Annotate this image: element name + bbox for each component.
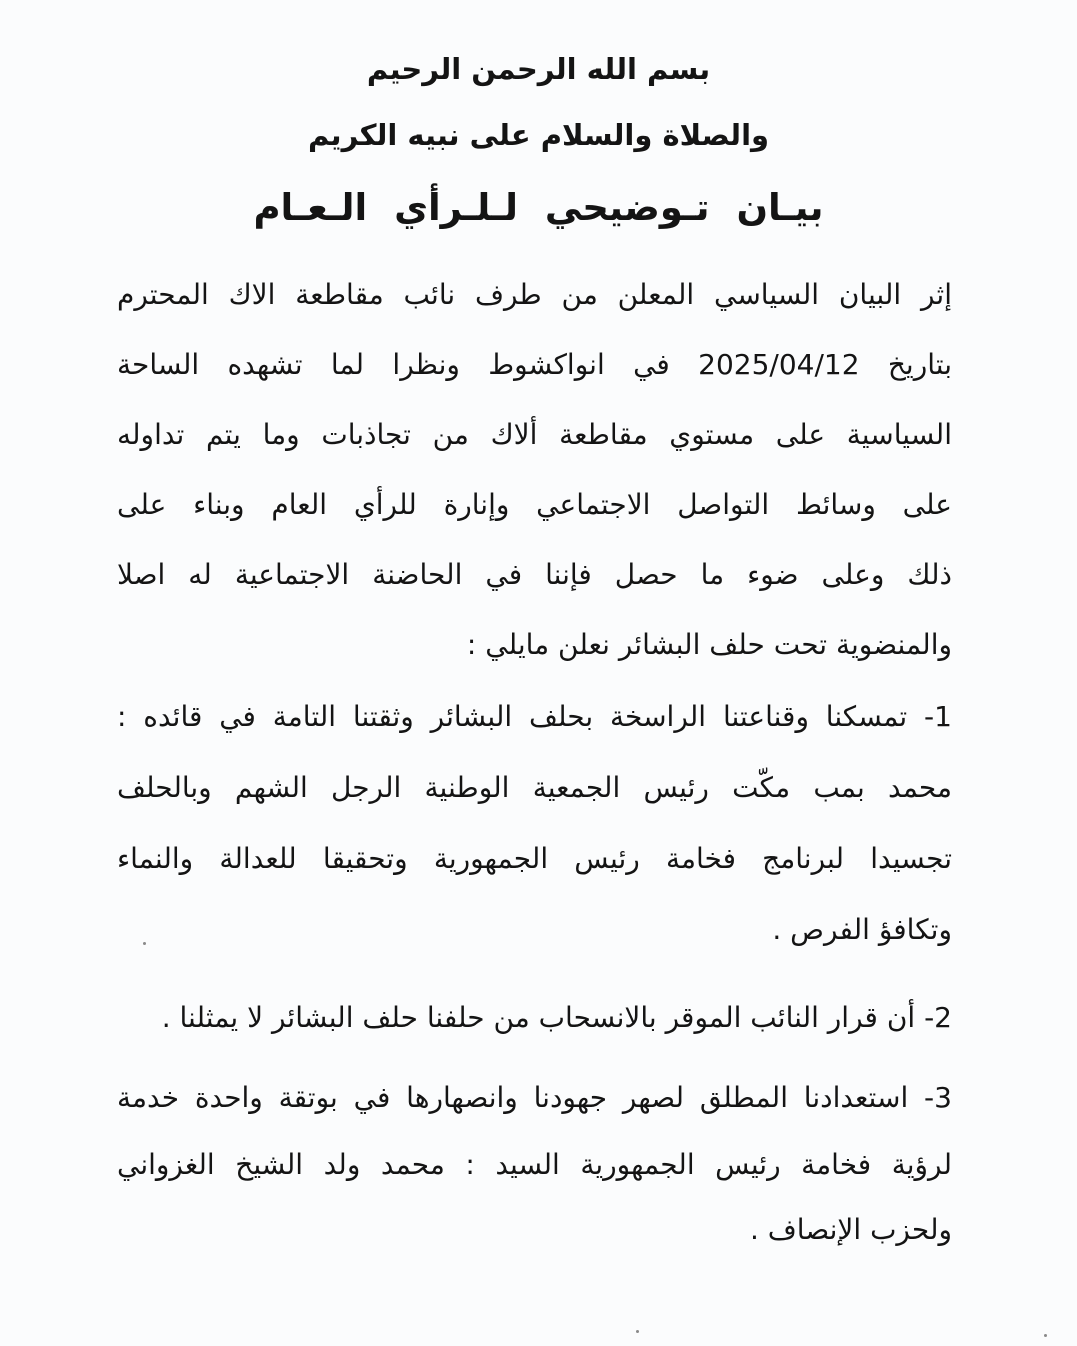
- point-1-line: محمد بمب مكّت رئيس الجمعية الوطنية الرجل الشهم وبالحلف: [117, 771, 952, 804]
- point-2-line: 2- أن قرار النائب الموقر بالانسحاب من حلفنا حلف البشائر لا يمثلنا .: [161, 1001, 952, 1034]
- document-title: بيـان تـوضيحي لـلـرأي الـعـام: [253, 186, 824, 229]
- point-3-line: لرؤية فخامة رئيس الجمهورية السيد : محمد ولد الشيخ الغزواني: [117, 1148, 952, 1181]
- intro-line: السياسية على مستوي مقاطعة ألاك من تجاذبات وما يتم تداوله: [117, 418, 952, 451]
- point-3-line: 3- استعدادنا المطلق لصهر جهودنا وانصهارها في بوتقة واحدة خدمة: [117, 1081, 952, 1114]
- scan-speck: [143, 942, 146, 945]
- basmala-heading: بسم الله الرحمن الرحيم: [366, 52, 711, 86]
- salat-heading: والصلاة والسلام على نبيه الكريم: [307, 118, 770, 152]
- point-1-line: 1- تمسكنا وقناعتنا الراسخة بحلف البشائر وثقتنا التامة في قائده :: [117, 700, 952, 733]
- intro-line: إثر البيان السياسي المعلن من طرف نائب مقاطعة الاك المحترم: [117, 278, 952, 311]
- point-1-line: وتكافؤ الفرص .: [772, 913, 952, 946]
- point-1-line: تجسيدا لبرنامج فخامة رئيس الجمهورية وتحقيقا للعدالة والنماء: [117, 842, 952, 875]
- intro-line: والمنضوية تحت حلف البشائر نعلن مايلي :: [466, 628, 952, 661]
- point-3-line: ولحزب الإنصاف .: [749, 1213, 952, 1246]
- intro-line: ذلك وعلى ضوء ما حصل فإننا في الحاضنة الاجتماعية له اصلا: [117, 558, 952, 591]
- scan-speck: [636, 1330, 639, 1333]
- intro-line: على وسائط التواصل الاجتماعي وإنارة للرأي العام وبناء على: [117, 488, 952, 521]
- intro-line: بتاريخ 2025/04/12 في انواكشوط ونظرا لما تشهده الساحة: [117, 348, 953, 381]
- scan-speck: [1044, 1334, 1047, 1337]
